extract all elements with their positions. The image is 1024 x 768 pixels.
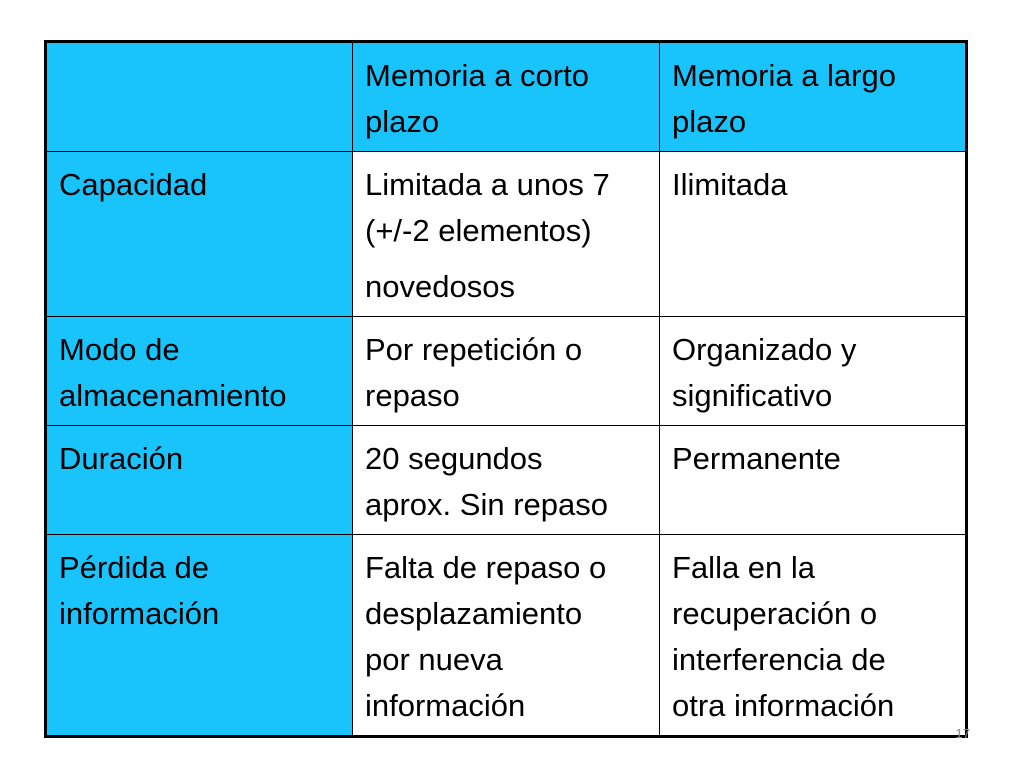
header-long-term-line: Memoria a largo (672, 58, 896, 93)
cell-line: repaso (365, 378, 460, 413)
memory-comparison-table (44, 40, 968, 738)
cell-line: Por repetición o (365, 332, 583, 367)
row-label-info-loss (46, 535, 353, 737)
cell-line: interferencia de (672, 642, 886, 677)
cell-line: recuperación o (672, 596, 878, 631)
page-number: 17 (955, 726, 970, 741)
cell-line: 20 segundos (365, 441, 543, 476)
cell-line: significativo (672, 378, 833, 413)
cell-short-capacity (353, 152, 660, 317)
table-row (46, 152, 967, 317)
cell-line: información (365, 688, 526, 723)
header-short-term-line: Memoria a corto (365, 58, 589, 93)
row-label-storage-mode (46, 317, 353, 426)
row-label-capacity (46, 152, 353, 317)
row-label-line: información (59, 596, 220, 631)
cell-line: (+/-2 elementos) (365, 213, 592, 248)
header-short-term-line: plazo (365, 104, 440, 139)
cell-long-info-loss (660, 535, 967, 737)
cell-short-storage-mode (353, 317, 660, 426)
table-row (46, 317, 967, 426)
cell-short-info-loss (353, 535, 660, 737)
cell-long-storage-mode (660, 317, 967, 426)
cell-line: desplazamiento (365, 596, 583, 631)
cell-line: novedosos (365, 269, 515, 304)
row-label-line: Duración (59, 441, 184, 476)
table-row (46, 535, 967, 737)
cell-line: Falla en la (672, 550, 816, 585)
row-label-line: Capacidad (59, 167, 208, 202)
row-label-duration (46, 426, 353, 535)
row-label-line: almacenamiento (59, 378, 287, 413)
row-label-line: Pérdida de (59, 550, 209, 585)
row-label-line: Modo de (59, 332, 180, 367)
cell-long-duration (660, 426, 967, 535)
header-long-term (660, 42, 967, 152)
cell-line: otra información (672, 688, 895, 723)
header-long-term-line: plazo (672, 104, 747, 139)
cell-line: Permanente (672, 441, 841, 476)
cell-line: Ilimitada (672, 167, 788, 202)
table-header-row (46, 42, 967, 152)
cell-line: Limitada a unos 7 (365, 167, 610, 202)
cell-line: Falta de repaso o (365, 550, 607, 585)
header-short-term (353, 42, 660, 152)
cell-line: por nueva (365, 642, 503, 677)
cell-line: aprox. Sin repaso (365, 487, 608, 522)
table-row (46, 426, 967, 535)
cell-line: Organizado y (672, 332, 857, 367)
cell-short-duration (353, 426, 660, 535)
cell-long-capacity (660, 152, 967, 317)
header-empty-cell (46, 42, 353, 152)
